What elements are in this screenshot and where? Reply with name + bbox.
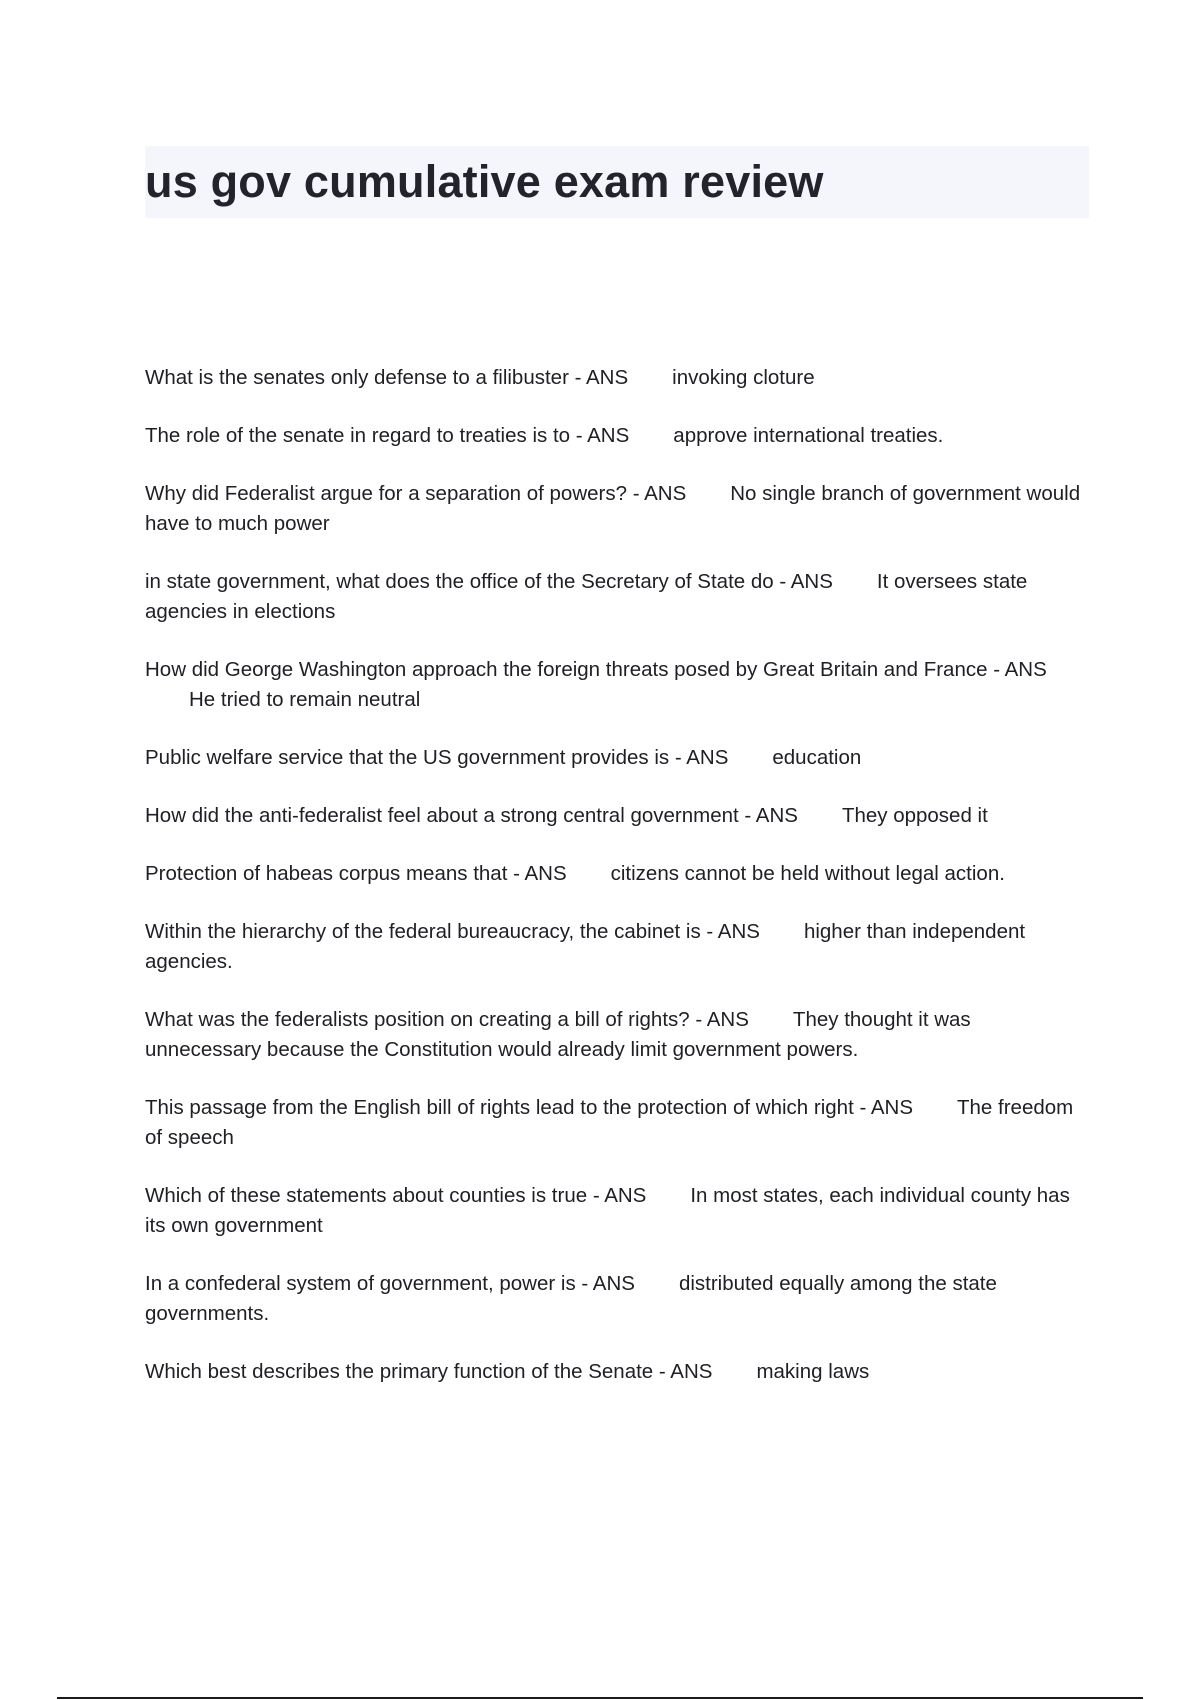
qa-item [145,567,1090,627]
question: In a confederal system of government, power is - ANS [145,1272,635,1295]
question: Which of these statements about counties is true - ANS [145,1184,647,1207]
answer: approve international treaties. [673,424,944,447]
answer: citizens cannot be held without legal action. [610,862,1005,885]
question: Protection of habeas corpus means that - ANS [145,862,567,885]
answer: No single branch of government would have to much power [145,482,1081,535]
question: Which best describes the primary function of the Senate - ANS [145,1360,713,1383]
question: Public welfare service that the US government provides is - ANS [145,746,729,769]
qa-item [145,1005,1090,1065]
question: in state government, what does the office of the Secretary of State do - ANS [145,570,833,593]
qa-item [145,1181,1090,1241]
qa-item [145,363,1090,393]
answer: It oversees state agencies in elections [145,570,1028,623]
answer: The freedom of speech [145,1096,1074,1149]
answer: distributed equally among the state governments. [145,1272,997,1325]
question: The role of the senate in regard to treaties is to - ANS [145,424,630,447]
qa-item [145,479,1090,539]
qa-item [145,859,1090,889]
answer: making laws [756,1360,870,1383]
answer: In most states, each individual county has its own government [145,1184,1070,1237]
question: What was the federalists position on creating a bill of rights? - ANS [145,1008,749,1031]
answer: He tried to remain neutral [189,688,421,711]
qa-item [145,421,1090,451]
qa-list [145,363,1090,1415]
qa-item [145,1269,1090,1329]
answer: invoking cloture [672,366,815,389]
answer: higher than independent agencies. [145,920,1026,973]
footer-rule [57,1697,1143,1699]
question: Why did Federalist argue for a separation of powers? - ANS [145,482,687,505]
question: How did George Washington approach the foreign threats posed by Great Britain and France - ANS [145,658,1047,681]
answer: education [772,746,862,769]
qa-item [145,655,1090,715]
qa-item [145,743,1090,773]
question: How did the anti-federalist feel about a strong central government - ANS [145,804,798,827]
question: Within the hierarchy of the federal bureaucracy, the cabinet is - ANS [145,920,760,943]
answer: They thought it was unnecessary because the Constitution would already limit government powers. [145,1008,971,1061]
question: What is the senates only defense to a filibuster - ANS [145,366,629,389]
answer: They opposed it [841,804,988,827]
question: This passage from the English bill of rights lead to the protection of which right - ANS [145,1096,913,1119]
document-title: us gov cumulative exam review [145,156,824,207]
qa-item [145,1357,1090,1387]
qa-item [145,801,1090,831]
qa-item [145,1093,1090,1153]
qa-item [145,917,1090,977]
